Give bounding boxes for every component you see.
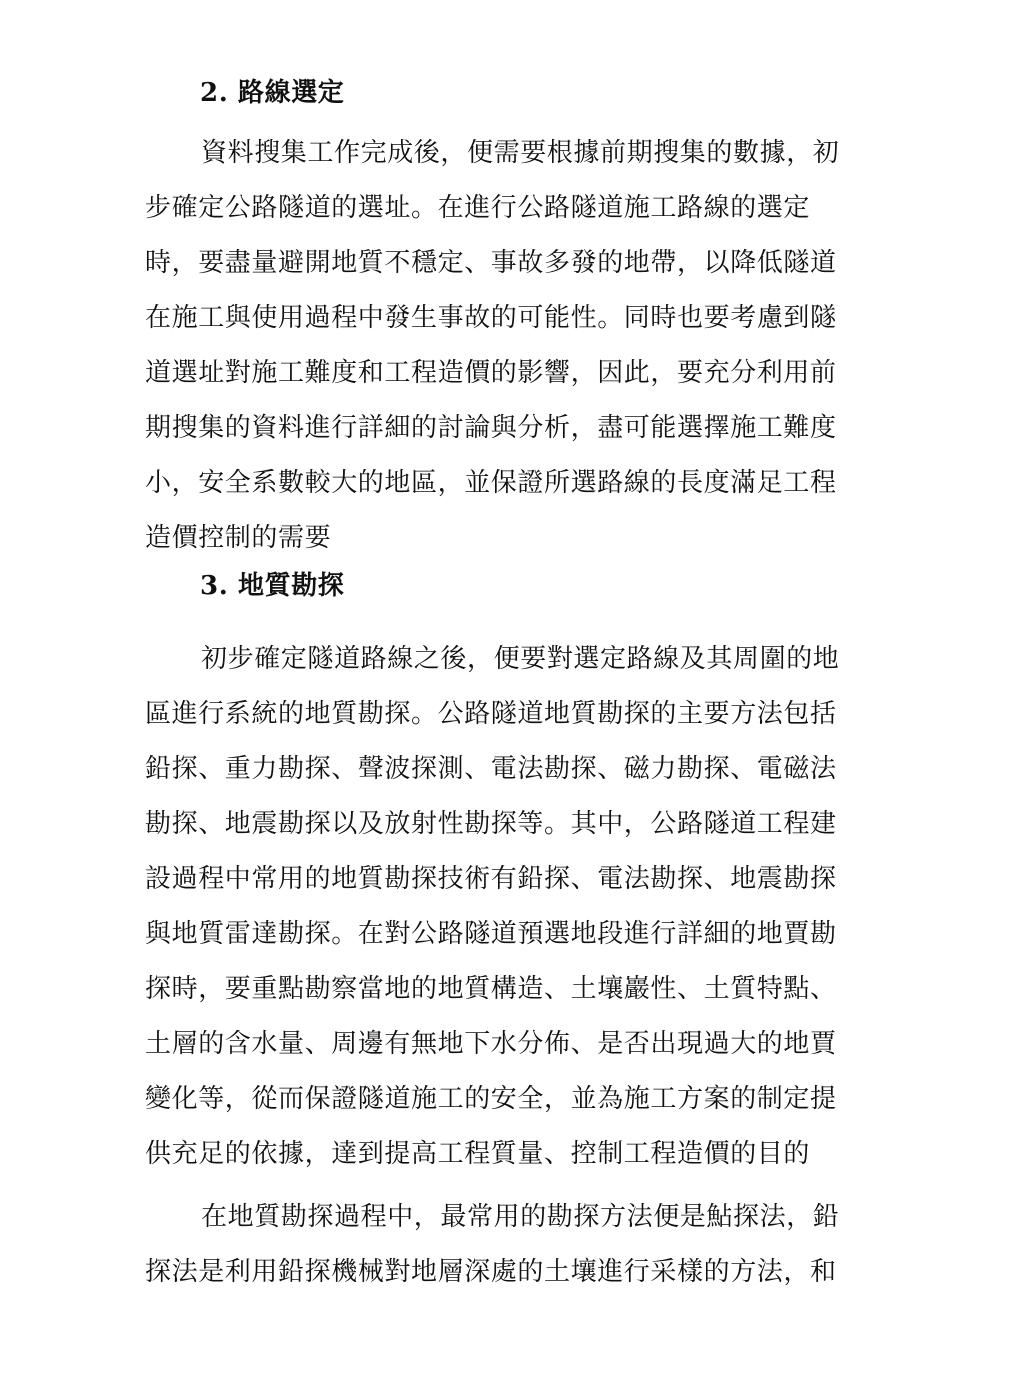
text-line: 在地質勘探過程中，最常用的勘探方法便是鮎探法，鉛 xyxy=(201,1202,840,1232)
text-line: 小，安全系數較大的地區，並保證所選路線的長度滿足工程 xyxy=(145,468,837,498)
text-line: 時，要盡量避開地質不穩定、事故多發的地帶，以降低隧道 xyxy=(145,248,837,278)
text-line: 在施工與使用過程中發生事故的可能性。同時也要考慮到隧 xyxy=(145,303,837,333)
section-heading-geological-exploration: 3. 地質勘探 xyxy=(200,571,345,601)
text-line: 勘探、地震勘探以及放射性勘探等。其中，公路隧道工程建 xyxy=(145,809,837,839)
text-line: 鉛探、重力勘探、聲波探測、電法勘探、磁力勘探、電磁法 xyxy=(145,754,837,784)
text-line: 步確定公路隧道的選址。在進行公路隧道施工路線的選定 xyxy=(145,193,811,223)
paragraph-exploration-methods xyxy=(145,1190,855,1300)
text-line: 探時，要重點勘察當地的地質構造、土壤巖性、土質特點、 xyxy=(145,974,837,1004)
text-line: 設過程中常用的地質勘探技術有鉛探、電法勘探、地震勘探 xyxy=(145,864,837,894)
text-line: 造價控制的需要 xyxy=(145,523,332,553)
text-line: 與地質雷達勘探。在對公路隧道預選地段進行詳細的地賈勘 xyxy=(145,919,837,949)
text-line: 供充足的依據，達到提高工程質量、控制工程造價的目的 xyxy=(145,1139,811,1169)
text-line: 資料搜集工作完成後，便需要根據前期搜集的數據，初 xyxy=(201,138,840,168)
text-line: 道選址對施工難度和工程造價的影響，因此，要充分利用前 xyxy=(145,358,837,388)
text-line: 土層的含水量、周邊有無地下水分佈、是否出現過大的地賈 xyxy=(145,1029,837,1059)
text-line: 初步確定隧道路線之後，便要對選定路線及其周圍的地 xyxy=(201,644,840,674)
text-line: 區進行系統的地質勘探。公路隧道地質勘探的主要方法包括 xyxy=(145,699,837,729)
section-heading-route-selection: 2. 路線選定 xyxy=(200,78,345,108)
text-line: 探法是利用鉛探機械對地層深處的土壤進行采樣的方法，和 xyxy=(145,1257,837,1287)
paragraph-route-selection xyxy=(145,126,855,566)
text-line: 變化等，從而保證隧道施工的安全，並為施工方案的制定提 xyxy=(145,1084,837,1114)
paragraph-geological-exploration xyxy=(145,632,855,1182)
text-line: 期搜集的資料進行詳細的討論與分析，盡可能選擇施工難度 xyxy=(145,413,837,443)
